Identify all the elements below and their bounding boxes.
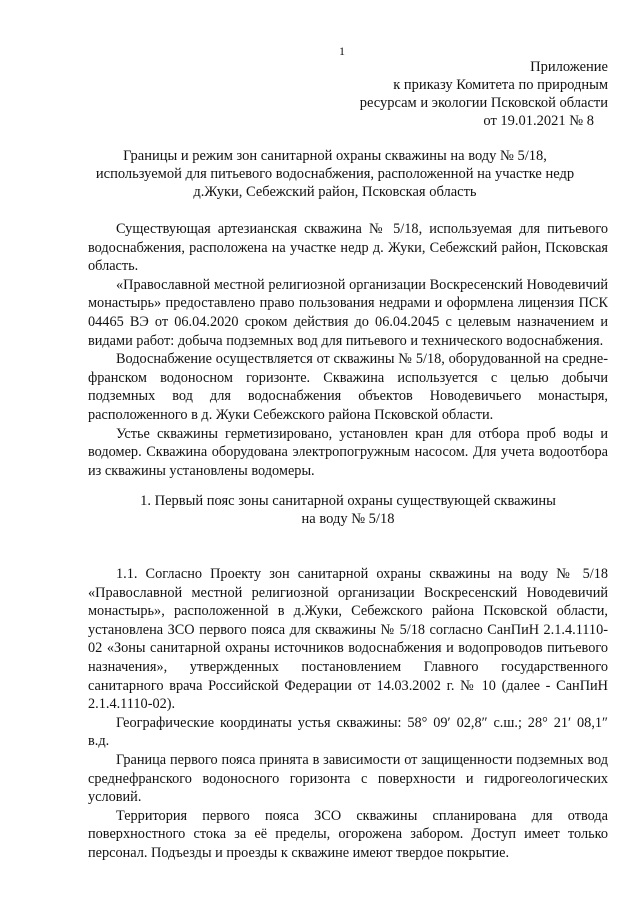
appendix-block bbox=[360, 58, 608, 130]
appendix-date: от 19.01.2021 № 8 bbox=[483, 113, 594, 129]
paragraph: Существующая артезианская скважина № 5/18, используемая для питьевого водоснабжения, расположена на участке недр д. Жуки, Себежский район, Псковская область. bbox=[88, 221, 608, 275]
paragraph: 1.1. Согласно Проекту зон санитарной охраны скважины на воду № 5/18 «Православной местной религиозной организации Воскресенский Новодевичий монастырь», расположенной в д.Жуки, Себежского района Псковской области, установлена ЗСО первого пояса для скважины № 5/18 согласно СанПиН 2.1.4.1110-02 «Зоны санитарной охраны источников водоснабжения и водопроводов питьевого назначения», утвержденных постановлением Главного государственного санитарного врача Российской Федерации от 14.03.2002 г. № 10 (далее - СанПиН 2.1.4.1110-02). bbox=[88, 566, 608, 713]
first-zone-section bbox=[88, 565, 608, 863]
page-number: 1 bbox=[339, 44, 345, 58]
appendix-line: ресурсам и экологии Псковской области bbox=[359, 95, 608, 111]
section-heading-line: на воду № 5/18 bbox=[301, 511, 395, 527]
paragraph: Устье скважины герметизировано, установлен кран для отбора проб воды и водомер. Скважина оборудована электропогружным насосом. Для учета водоотбора из скважины установлены водомеры. bbox=[88, 425, 608, 479]
section-heading-line: 1. Первый пояс зоны санитарной охраны существующей скважины bbox=[140, 493, 556, 509]
title-line: д.Жуки, Себежский район, Псковская область bbox=[193, 184, 477, 200]
appendix-line: Приложение bbox=[530, 59, 608, 75]
paragraph: «Православной местной религиозной организации Воскресенский Новодевичий монастырь» предоставлено право пользования недрами и оформлена лицензия ПСК 04465 ВЭ от 06.04.2020 сроком действия до 06.04.2045 с целевым назначением и видами работ: добыча подземных вод для питьевого и технического водоснабжения. bbox=[88, 276, 608, 349]
paragraph: Географические координаты устья скважины: 58° 09′ 02,8″ с.ш.; 28° 21′ 08,1″ в.д. bbox=[88, 714, 608, 750]
paragraph: Водоснабжение осуществляется от скважины № 5/18, оборудованной на средне-франском водоносном горизонте. Скважина используется с целью добычи подземных вод для водоснабжения объектов Новодевичьего монастыря, расположенного в д. Жуки Себежского района Псковской области. bbox=[88, 351, 608, 423]
appendix-line: к приказу Комитета по природным bbox=[393, 77, 608, 93]
title-line: Границы и режим зон санитарной охраны скважины на воду № 5/18, bbox=[123, 148, 547, 164]
paragraph: Территория первого пояса ЗСО скважины спланирована для отвода поверхностного стока за её пределы, огорожена забором. Доступ имеет только персонал. Подъезды и проезды к скважине имеют твердое покрытие. bbox=[88, 807, 608, 861]
paragraph: Граница первого пояса принята в зависимости от защищенности подземных вод среднефранского водоносного горизонта с поверхности и гидрогеологических условий. bbox=[88, 751, 608, 806]
title-line: используемой для питьевого водоснабжения, расположенной на участке недр bbox=[95, 166, 575, 182]
document-title bbox=[40, 147, 630, 201]
section-heading bbox=[88, 492, 608, 528]
intro-section bbox=[88, 220, 608, 480]
